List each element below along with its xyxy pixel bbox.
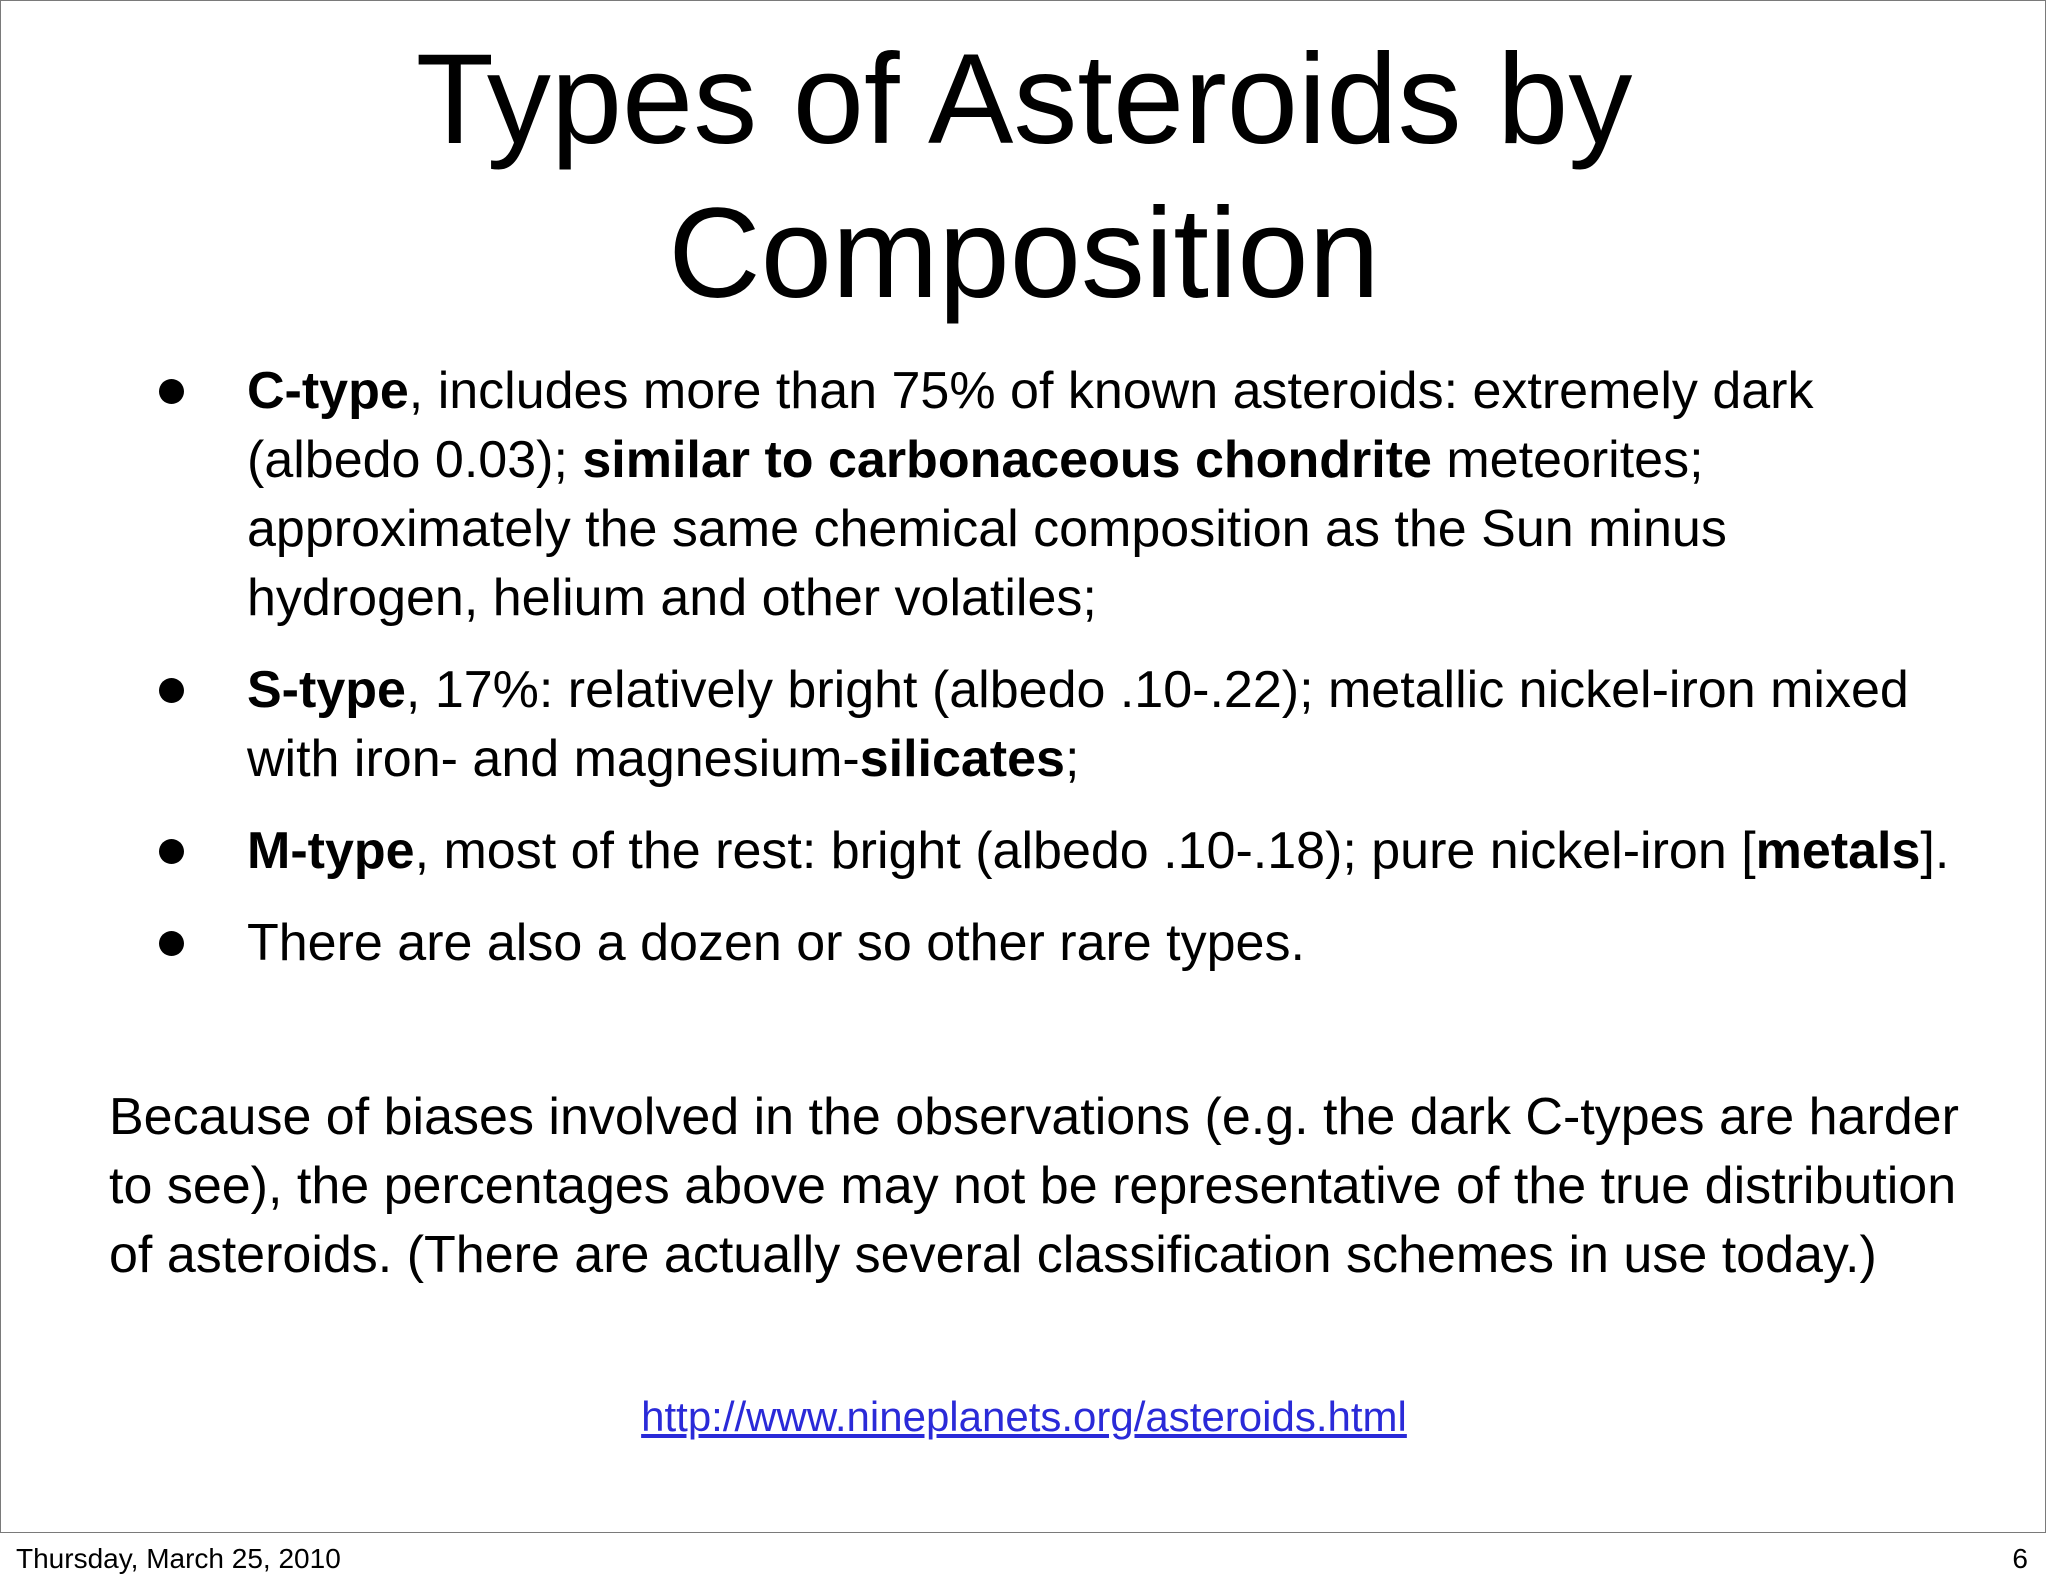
closing-paragraph: Because of biases involved in the observations (e.g. the dark C-types are harder to see), the percentages above may not be representative of the true distribution of asteroids. (There are actually several classification schemes in use today.) — [109, 1088, 1959, 1284]
footer-page-number: 6 — [2012, 1543, 2028, 1574]
bullet-bold-phrase: similar to carbonaceous chondrite — [582, 431, 1432, 489]
bullet-text: , includes more than 75% of known asteroids: extremely dark (albedo 0.03); — [247, 362, 1814, 489]
bullet-text: , 17%: relatively bright (albedo .10-.22); metallic nickel-iron mixed with iron- and magnesium- — [247, 661, 1909, 788]
slide-title — [1, 23, 2047, 331]
source-link-container — [1, 1389, 2047, 1445]
bullet-list — [1, 357, 2047, 1001]
bullet-bold-lead: C-type — [247, 362, 409, 420]
bullet-bold-lead: M-type — [247, 822, 415, 880]
bullet-dot-icon — [159, 931, 184, 956]
bullet-bold-phrase: silicates — [859, 730, 1065, 788]
bullet-text: There are also a dozen or so other rare types. — [247, 914, 1305, 972]
footer-date: Thursday, March 25, 2010 — [16, 1543, 341, 1574]
bullet-text: ]. — [1920, 822, 1950, 880]
bullet-dot-icon — [159, 379, 184, 404]
bullet-bold-phrase: metals — [1755, 822, 1921, 880]
source-link[interactable]: http://www.nineplanets.org/asteroids.html — [641, 1393, 1407, 1440]
bullet-text: , most of the rest: bright (albedo .10-.18); pure nickel-iron [ — [414, 822, 1756, 880]
bullet-text: meteorites; approximately the same chemical composition as the Sun minus hydrogen, helium and other volatiles; — [247, 431, 1727, 627]
slide-title-line-1: Types of Asteroids by — [415, 28, 1633, 171]
bullet-m-type — [1, 817, 2047, 886]
bullet-dot-icon — [159, 678, 184, 703]
bullet-dot-icon — [159, 839, 184, 864]
bullet-text: ; — [1064, 730, 1080, 788]
bullet-s-type — [1, 656, 2047, 794]
slide-title-line-2: Composition — [668, 182, 1380, 325]
bullet-c-type — [1, 357, 2047, 633]
bullet-other-types — [1, 909, 2047, 978]
bullet-bold-lead: S-type — [247, 661, 406, 719]
